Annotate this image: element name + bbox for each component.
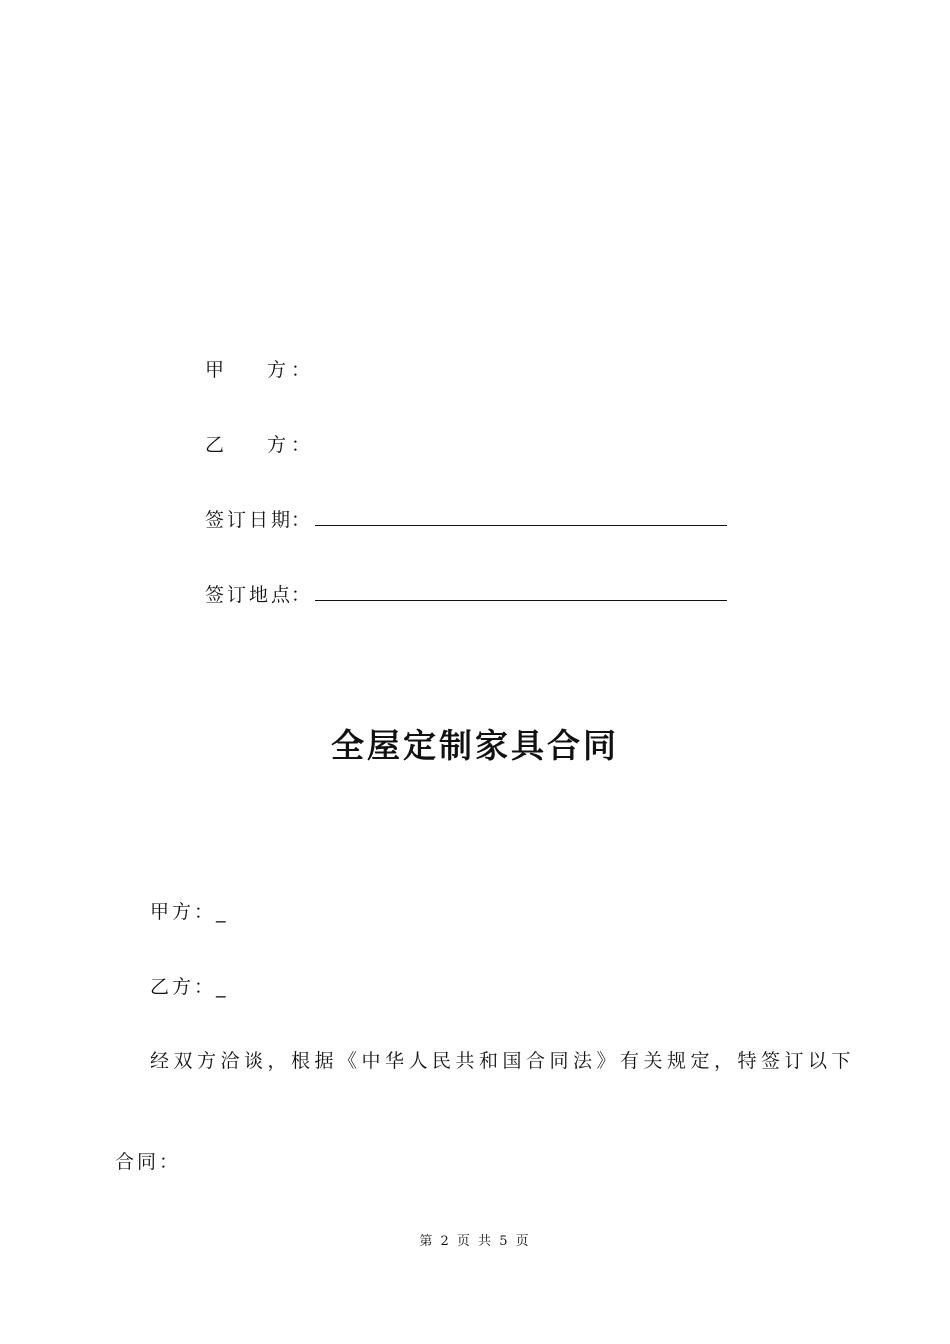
body-party-a: 甲方：_ (150, 901, 229, 923)
sign-place-blank-line (315, 580, 727, 601)
party-a-label (205, 355, 289, 382)
body-intro-line-2: 合同： (115, 1151, 182, 1173)
page-number-footer: 第 2 页 共 5 页 (419, 1234, 531, 1249)
body-intro-line-1: 经双方洽谈，根据《中华人民共和国合同法》有关规定，特签订以下 (150, 1050, 856, 1072)
sign-date-colon: ： (291, 509, 314, 531)
party-a-label-char-2: 方 (266, 359, 289, 381)
party-b-label (205, 430, 289, 457)
cover-sign-date-row (205, 505, 727, 532)
document-title: 全屋定制家具合同 (331, 726, 619, 765)
body-party-b: 乙方：_ (150, 976, 229, 998)
sign-place-label: 签订地点 (205, 584, 294, 606)
sign-place-colon: ： (291, 584, 314, 606)
cover-sign-place-row (205, 580, 727, 607)
cover-party-a-row (205, 355, 315, 382)
cover-party-b-row (205, 430, 315, 457)
party-b-colon: ： (291, 434, 314, 456)
party-b-label-char-1: 乙 (205, 434, 228, 456)
sign-date-label: 签订日期 (205, 509, 294, 531)
sign-date-blank-line (315, 505, 727, 526)
party-a-label-char-1: 甲 (205, 359, 228, 381)
party-a-colon: ： (291, 359, 314, 381)
party-b-label-char-2: 方 (266, 434, 289, 456)
